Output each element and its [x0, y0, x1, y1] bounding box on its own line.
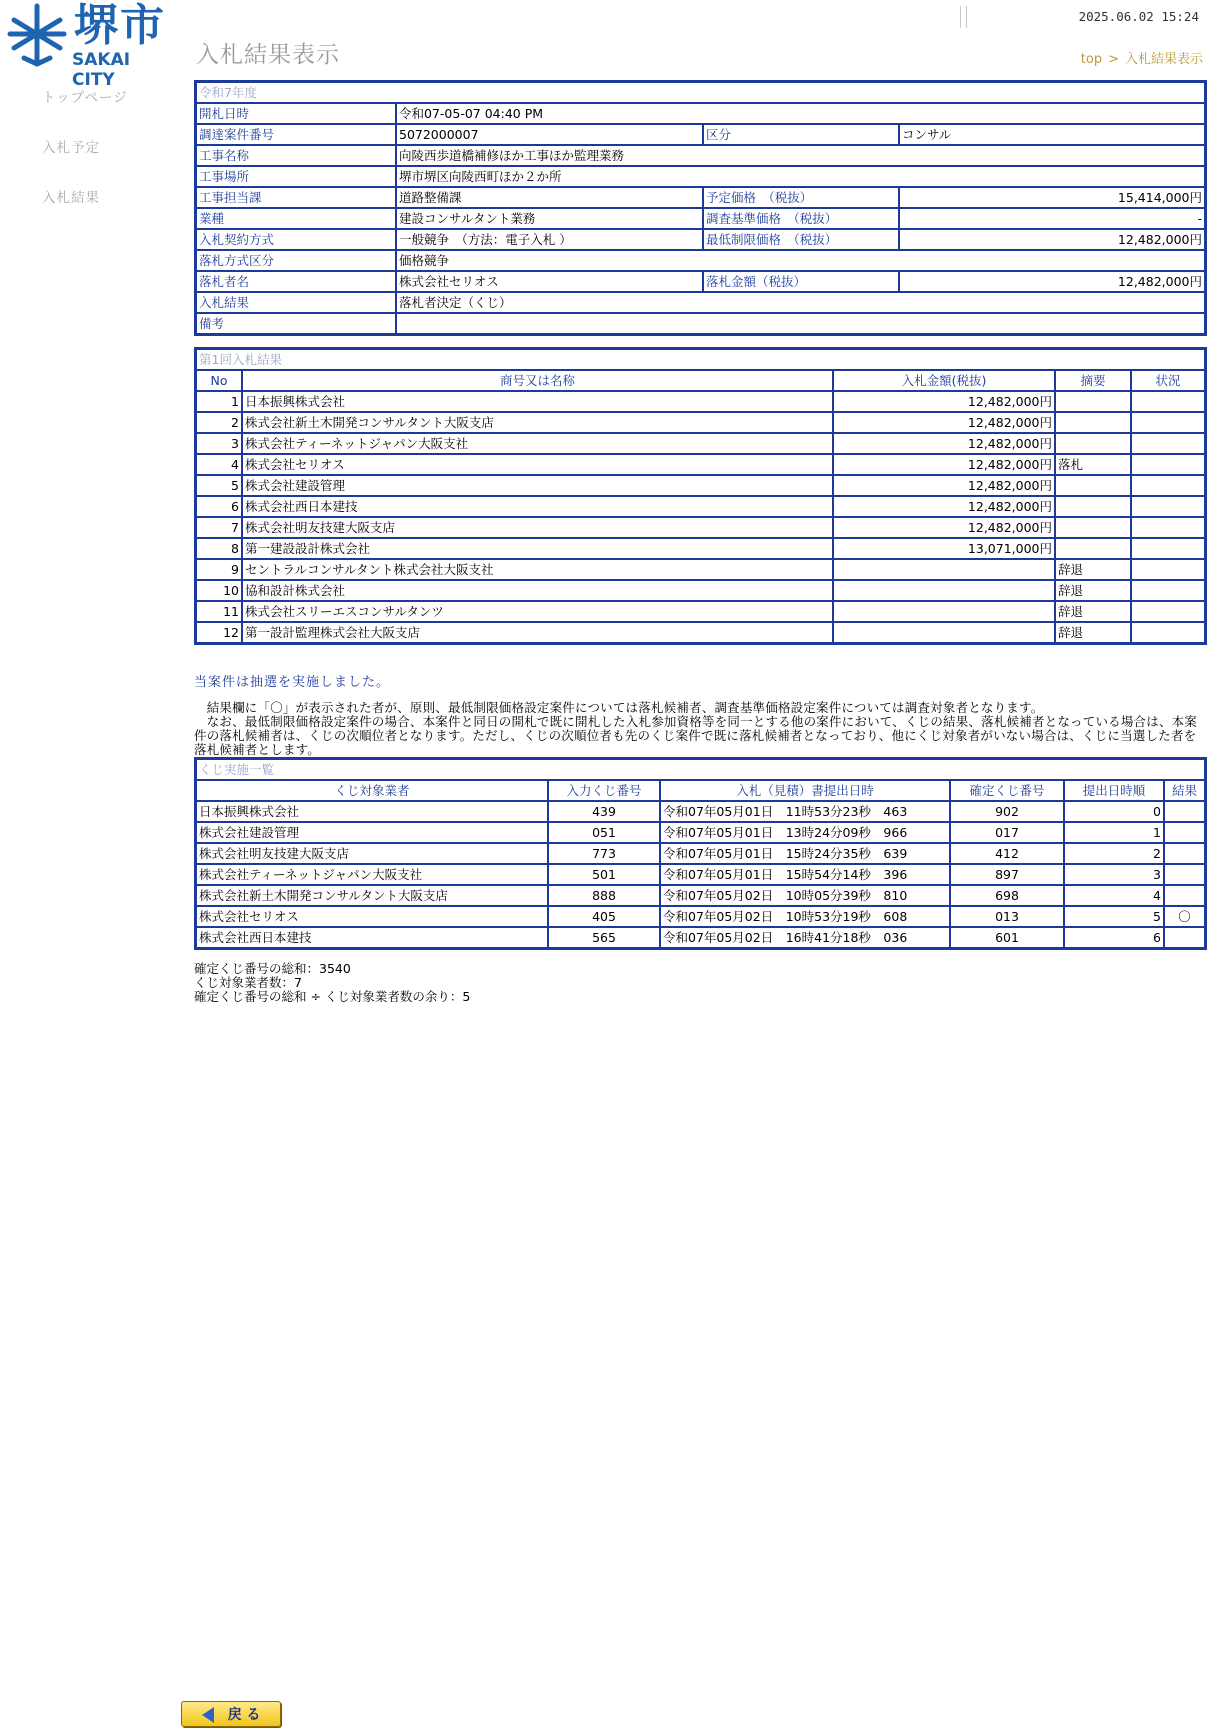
bid-company: 第一設計監理株式会社大阪支店 — [242, 622, 833, 643]
lottery-header — [196, 780, 1205, 801]
procurement-value: 5072000007 — [396, 124, 703, 145]
sakai-city-logo[interactable] — [6, 0, 178, 90]
place-value: 堺市堺区向陵西町ほか２か所 — [396, 166, 1205, 187]
nav-top-page[interactable]: トップページ — [42, 90, 128, 106]
award-type-label: 落札方式区分 — [196, 250, 396, 271]
bid-amount: 12,482,000円 — [833, 496, 1055, 517]
nav-bid-results[interactable]: 入札結果 — [42, 190, 100, 206]
lottery-company: 株式会社ティーネットジャパン大阪支社 — [196, 864, 548, 885]
opening-value: 令和07-05-07 04:40 PM — [396, 103, 1205, 124]
bid-status — [1131, 559, 1205, 580]
award-amount-label: 落札金額（税抜） — [703, 271, 899, 292]
lottery-table — [194, 757, 1207, 950]
lottery-submitted-at: 令和07年05月01日 11時53分23秒 463 — [660, 801, 950, 822]
table-row — [196, 433, 1205, 454]
lottery-company: 株式会社明友技建大阪支店 — [196, 843, 548, 864]
lottery-input-number: 888 — [548, 885, 660, 906]
table-row — [196, 517, 1205, 538]
table-row — [196, 496, 1205, 517]
planned-price-value: 15,414,000円 — [899, 187, 1205, 208]
bid-round-caption: 第1回入札結果 — [196, 349, 1205, 370]
table-row — [196, 622, 1205, 643]
bid-amount: 12,482,000円 — [833, 475, 1055, 496]
category-label: 区分 — [703, 124, 899, 145]
lottery-final-number: 897 — [950, 864, 1064, 885]
lottery-input-number: 439 — [548, 801, 660, 822]
table-row — [196, 843, 1205, 864]
lottery-company: 株式会社新土木開発コンサルタント大阪支店 — [196, 885, 548, 906]
lottery-input-number: 501 — [548, 864, 660, 885]
department-label: 工事担当課 — [196, 187, 396, 208]
bid-amount: 13,071,000円 — [833, 538, 1055, 559]
bid-results-table — [194, 347, 1207, 645]
bid-info-table — [194, 80, 1207, 336]
lottery-final-number: 017 — [950, 822, 1064, 843]
table-row — [196, 454, 1205, 475]
info-row-result — [196, 292, 1205, 313]
col-header-lottery-company: くじ対象業者 — [196, 780, 548, 801]
lottery-company: 日本振興株式会社 — [196, 801, 548, 822]
col-header-no: No — [196, 370, 242, 391]
info-row-type — [196, 208, 1205, 229]
fiscal-year-caption: 令和7年度 — [196, 82, 1205, 103]
lottery-input-number: 773 — [548, 843, 660, 864]
table-row — [196, 559, 1205, 580]
bid-summary — [1055, 391, 1131, 412]
lottery-submitted-at: 令和07年05月02日 16時41分18秒 036 — [660, 927, 950, 948]
business-type-label: 業種 — [196, 208, 396, 229]
logo-kanji: 堺市 — [74, 0, 166, 51]
place-label: 工事場所 — [196, 166, 396, 187]
bid-status — [1131, 475, 1205, 496]
bid-status — [1131, 433, 1205, 454]
planned-price-label: 予定価格 （税抜） — [703, 187, 899, 208]
table-row — [196, 885, 1205, 906]
bid-amount: 12,482,000円 — [833, 433, 1055, 454]
table-row — [196, 822, 1205, 843]
bid-no: 4 — [196, 454, 242, 475]
bid-no: 11 — [196, 601, 242, 622]
lottery-final-number: 601 — [950, 927, 1064, 948]
remarks-label: 備考 — [196, 313, 396, 334]
winner-label: 落札者名 — [196, 271, 396, 292]
col-header-company: 商号又は名称 — [242, 370, 833, 391]
lottery-submit-order: 0 — [1064, 801, 1164, 822]
min-price-value: 12,482,000円 — [899, 229, 1205, 250]
lottery-company: 株式会社セリオス — [196, 906, 548, 927]
bid-result-label: 入札結果 — [196, 292, 396, 313]
bid-amount — [833, 559, 1055, 580]
info-row-award-type — [196, 250, 1205, 271]
bid-amount: 12,482,000円 — [833, 454, 1055, 475]
table-row — [196, 601, 1205, 622]
lottery-result: 〇 — [1164, 906, 1205, 927]
table-row — [196, 391, 1205, 412]
bid-no: 8 — [196, 538, 242, 559]
bid-no: 6 — [196, 496, 242, 517]
info-row-winner — [196, 271, 1205, 292]
lottery-submit-order: 3 — [1064, 864, 1164, 885]
category-value: コンサル — [899, 124, 1205, 145]
project-name-label: 工事名称 — [196, 145, 396, 166]
col-header-summary: 摘要 — [1055, 370, 1131, 391]
lottery-submitted-at: 令和07年05月01日 13時24分09秒 966 — [660, 822, 950, 843]
lottery-input-number: 565 — [548, 927, 660, 948]
col-header-submitted-at: 入札（見積）書提出日時 — [660, 780, 950, 801]
info-row-opening — [196, 103, 1205, 124]
business-type-value: 建設コンサルタント業務 — [396, 208, 703, 229]
bid-status — [1131, 496, 1205, 517]
table-row — [196, 906, 1205, 927]
back-arrow-icon — [202, 1707, 214, 1723]
col-header-result: 結果 — [1164, 780, 1205, 801]
bid-company: 株式会社新土木開発コンサルタント大阪支店 — [242, 412, 833, 433]
bid-summary: 辞退 — [1055, 601, 1131, 622]
bid-no: 12 — [196, 622, 242, 643]
bid-no: 3 — [196, 433, 242, 454]
bid-company: 協和設計株式会社 — [242, 580, 833, 601]
contract-method-value: 一般競争 （方法：電子入札 ） — [396, 229, 703, 250]
lottery-submitted-at: 令和07年05月01日 15時54分14秒 396 — [660, 864, 950, 885]
back-button-label: 戻 る — [227, 1707, 261, 1723]
bid-company: 株式会社明友技建大阪支店 — [242, 517, 833, 538]
lottery-result — [1164, 801, 1205, 822]
award-amount-value: 12,482,000円 — [899, 271, 1205, 292]
survey-price-value: - — [899, 208, 1205, 229]
lottery-final-number: 698 — [950, 885, 1064, 906]
bid-company: 株式会社ティーネットジャパン大阪支社 — [242, 433, 833, 454]
table-row — [196, 475, 1205, 496]
bid-company: 日本振興株式会社 — [242, 391, 833, 412]
bid-summary — [1055, 475, 1131, 496]
col-header-status: 状況 — [1131, 370, 1205, 391]
lottery-note: 当案件は抽選を実施しました。 — [194, 675, 391, 690]
bid-no: 10 — [196, 580, 242, 601]
info-row-method — [196, 229, 1205, 250]
bid-no: 1 — [196, 391, 242, 412]
nav-bid-schedule[interactable]: 入札予定 — [42, 140, 100, 156]
breadcrumb — [1081, 48, 1203, 67]
lottery-result — [1164, 864, 1205, 885]
bid-company: 株式会社セリオス — [242, 454, 833, 475]
lottery-submit-order: 5 — [1064, 906, 1164, 927]
bid-results-header — [196, 370, 1205, 391]
bid-no: 9 — [196, 559, 242, 580]
bid-status — [1131, 454, 1205, 475]
bid-status — [1131, 391, 1205, 412]
lottery-company: 株式会社西日本建技 — [196, 927, 548, 948]
info-row-remarks — [196, 313, 1205, 334]
lottery-input-number: 051 — [548, 822, 660, 843]
table-row — [196, 412, 1205, 433]
procurement-label: 調達案件番号 — [196, 124, 396, 145]
bid-amount: 12,482,000円 — [833, 517, 1055, 538]
lottery-submitted-at: 令和07年05月01日 15時24分35秒 639 — [660, 843, 950, 864]
project-name-value: 向陵西歩道橋補修ほか工事ほか監理業務 — [396, 145, 1205, 166]
current-datetime: 2025.06.02 15:24 — [1078, 9, 1199, 24]
contract-method-label: 入札契約方式 — [196, 229, 396, 250]
lottery-final-number: 902 — [950, 801, 1064, 822]
lottery-result — [1164, 822, 1205, 843]
scroll-marker — [960, 6, 967, 28]
survey-price-label: 調査基準価格 （税抜） — [703, 208, 899, 229]
breadcrumb-top-link[interactable]: top — [1080, 52, 1103, 67]
logo-english: SAKAI CITY — [72, 50, 131, 90]
info-row-procurement — [196, 124, 1205, 145]
bid-summary — [1055, 538, 1131, 559]
info-row-department — [196, 187, 1205, 208]
summary-count: くじ対象業者数：7 — [194, 975, 302, 990]
bid-status — [1131, 580, 1205, 601]
bid-amount — [833, 580, 1055, 601]
min-price-label: 最低制限価格 （税抜） — [703, 229, 899, 250]
bid-no: 5 — [196, 475, 242, 496]
info-row-place — [196, 166, 1205, 187]
table-row — [196, 801, 1205, 822]
bid-summary — [1055, 412, 1131, 433]
department-value: 道路整備課 — [396, 187, 703, 208]
bid-amount: 12,482,000円 — [833, 391, 1055, 412]
bid-summary — [1055, 517, 1131, 538]
summary-remainder: 確定くじ番号の総和 ÷ くじ対象業者数の余り：5 — [194, 989, 471, 1004]
breadcrumb-current: 入札結果表示 — [1124, 52, 1203, 67]
bid-summary: 辞退 — [1055, 559, 1131, 580]
lottery-result — [1164, 885, 1205, 906]
bid-no: 7 — [196, 517, 242, 538]
opening-label: 開札日時 — [196, 103, 396, 124]
lottery-final-number: 013 — [950, 906, 1064, 927]
col-header-submit-order: 提出日時順 — [1064, 780, 1164, 801]
bid-company: 株式会社建設管理 — [242, 475, 833, 496]
bid-summary: 辞退 — [1055, 580, 1131, 601]
bid-summary — [1055, 433, 1131, 454]
winner-value: 株式会社セリオス — [396, 271, 703, 292]
remarks-value — [396, 313, 1205, 334]
table-row — [196, 580, 1205, 601]
bid-company: 株式会社スリーエスコンサルタンツ — [242, 601, 833, 622]
bid-summary: 辞退 — [1055, 622, 1131, 643]
info-row-name — [196, 145, 1205, 166]
col-header-final-number: 確定くじ番号 — [950, 780, 1064, 801]
lottery-submit-order: 4 — [1064, 885, 1164, 906]
summary-total: 確定くじ番号の総和：3540 — [194, 961, 351, 976]
table-row — [196, 538, 1205, 559]
lottery-submitted-at: 令和07年05月02日 10時05分39秒 810 — [660, 885, 950, 906]
bid-amount: 12,482,000円 — [833, 412, 1055, 433]
bid-status — [1131, 517, 1205, 538]
bid-company: セントラルコンサルタント株式会社大阪支社 — [242, 559, 833, 580]
bid-amount — [833, 601, 1055, 622]
col-header-input-number: 入力くじ番号 — [548, 780, 660, 801]
lottery-submit-order: 1 — [1064, 822, 1164, 843]
breadcrumb-separator: > — [1108, 52, 1119, 67]
bid-result-value: 落札者決定（くじ） — [396, 292, 1205, 313]
award-type-value: 価格競争 — [396, 250, 1205, 271]
lottery-submit-order: 6 — [1064, 927, 1164, 948]
bid-summary — [1055, 496, 1131, 517]
page-title: 入札結果表示 — [196, 42, 340, 68]
bid-amount — [833, 622, 1055, 643]
explanation-paragraph-1: 結果欄に「〇」が表示された者が、原則、最低制限価格設定案件については落札候補者、調査基準価格設定案件については調査対象者となります。 — [194, 700, 1044, 715]
logo-emblem-icon — [6, 2, 68, 68]
bid-status — [1131, 412, 1205, 433]
explanation-paragraph-2: なお、最低制限価格設定案件の場合、本案件と同日の開札で既に開札した入札参加資格等を同一とする他の案件において、くじの結果、落札候補者となっている場合は、本案件の落札候補者は、くじの次順位者となります。ただし、くじの次順位者も先のくじ案件で既に落札候補者となっており、他にくじ対象者がいない場合は、くじに当選した者を落札候補者とします。 — [194, 714, 1198, 757]
bid-summary: 落札 — [1055, 454, 1131, 475]
bid-status — [1131, 538, 1205, 559]
table-row — [196, 927, 1205, 948]
lottery-company: 株式会社建設管理 — [196, 822, 548, 843]
bid-status — [1131, 601, 1205, 622]
lottery-submitted-at: 令和07年05月02日 10時53分19秒 608 — [660, 906, 950, 927]
table-row — [196, 864, 1205, 885]
bid-company: 株式会社西日本建技 — [242, 496, 833, 517]
lottery-submit-order: 2 — [1064, 843, 1164, 864]
lottery-final-number: 412 — [950, 843, 1064, 864]
lottery-input-number: 405 — [548, 906, 660, 927]
lottery-result — [1164, 927, 1205, 948]
col-header-amount: 入札金額(税抜) — [833, 370, 1055, 391]
bid-company: 第一建設設計株式会社 — [242, 538, 833, 559]
lottery-caption: くじ実施一覧 — [196, 759, 1205, 780]
lottery-result — [1164, 843, 1205, 864]
bid-status — [1131, 622, 1205, 643]
back-button[interactable] — [181, 1701, 281, 1727]
lottery-summary — [194, 962, 470, 1004]
bid-no: 2 — [196, 412, 242, 433]
